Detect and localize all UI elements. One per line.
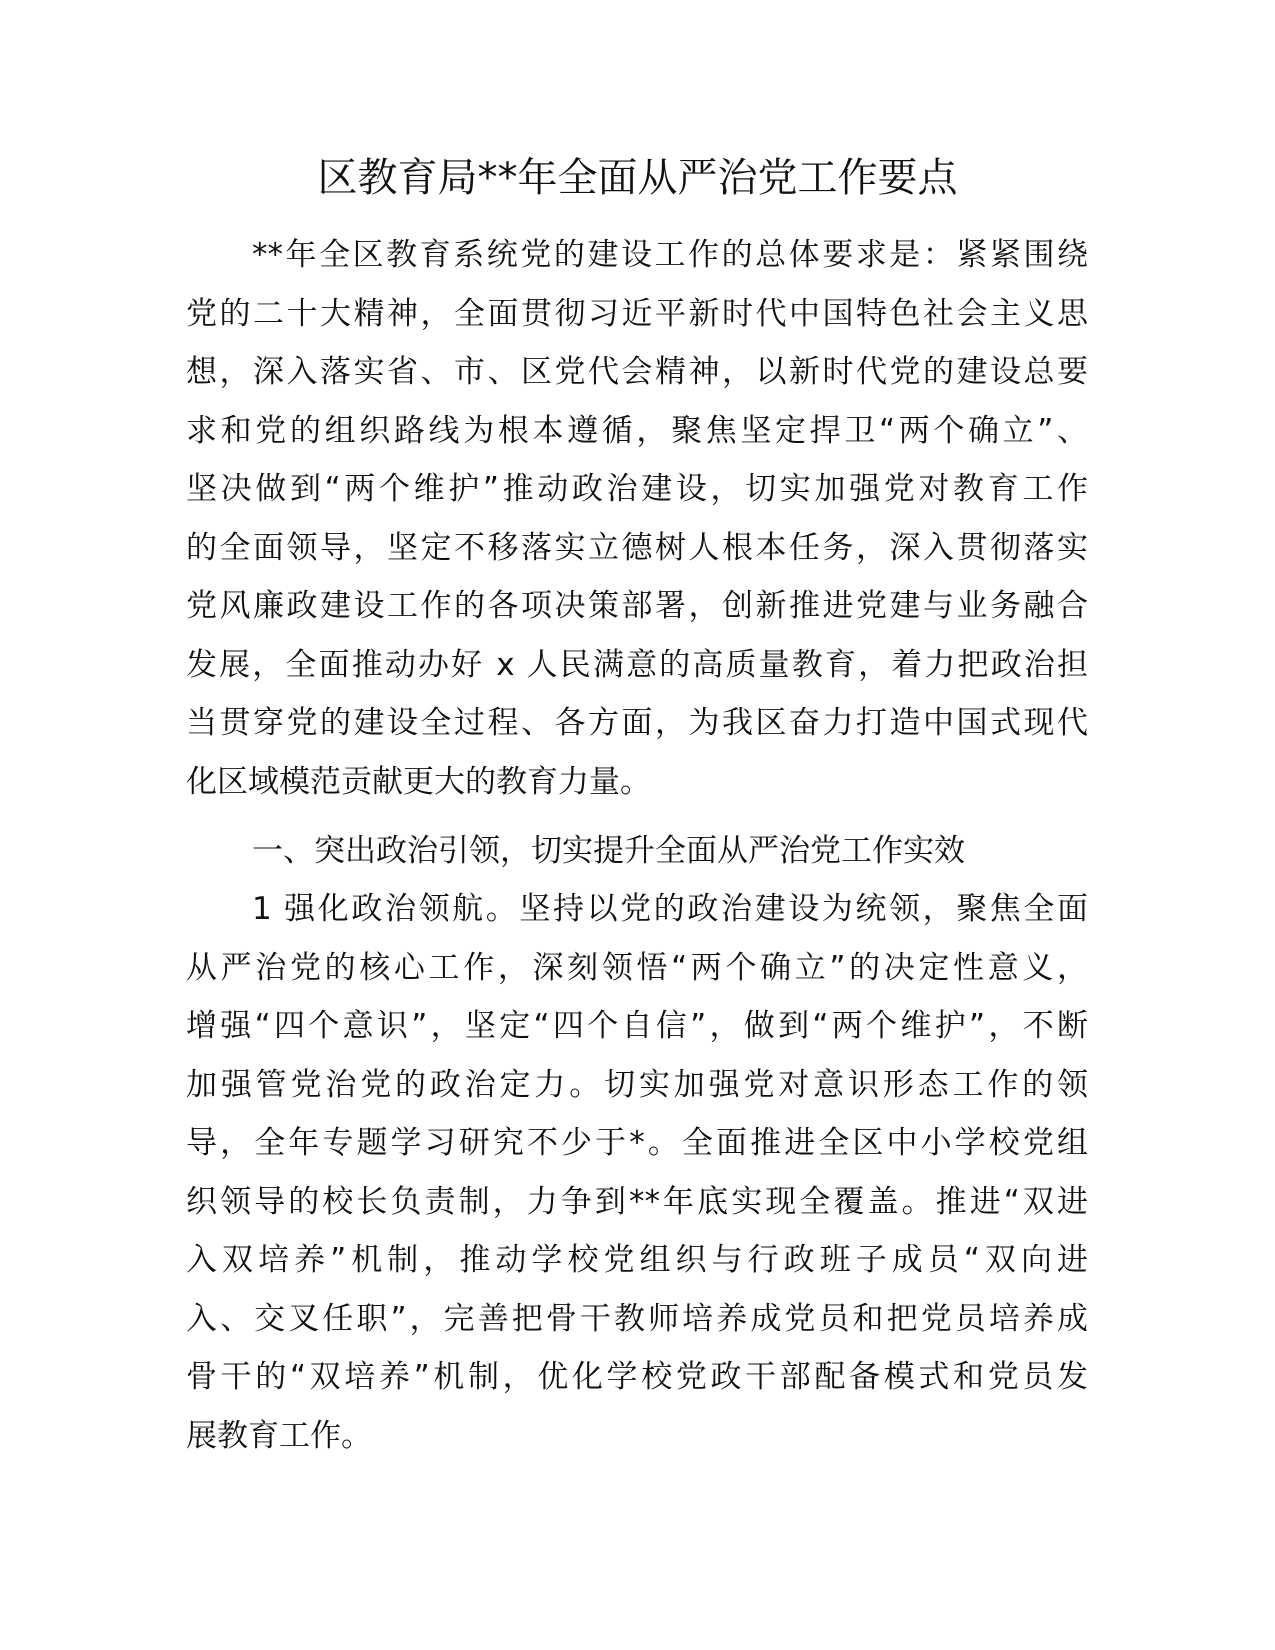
paragraph-line: 入双培养”机制，推动学校党组织与行政班子成员“双向进 <box>186 1242 1088 1278</box>
paragraph-line: 导，全年专题学习研究不少于*。全面推进全区中小学校党组 <box>186 1125 1088 1161</box>
paragraph-line: 加强管党治党的政治定力。切实加强党对意识形态工作的领 <box>186 1066 1088 1103</box>
paragraph-line: 的全面领导，坚定不移落实立德树人根本任务，深入贯彻落实 <box>186 529 1088 566</box>
section-heading-1 <box>186 822 1088 881</box>
paragraph-line: 增强“四个意识”，坚定“四个自信”，做到“两个维护”，不断 <box>186 1008 1088 1044</box>
paragraph-line: 化区域模范贡献更大的教育力量。 <box>186 763 651 800</box>
paragraph-line: 织领导的校长负责制，力争到**年底实现全覆盖。推进“双进 <box>186 1183 1088 1220</box>
paragraph-line: 求和党的组织路线为根本遵循，聚焦坚定捍卫“两个确立”、 <box>186 412 1088 449</box>
paragraph-line: 入、交叉任职”，完善把骨干教师培养成党员和把党员培养成 <box>186 1300 1088 1337</box>
section-heading-line: 一、突出政治引领，切实提升全面从严治党工作实效 <box>252 833 965 869</box>
paragraph-line: 发展，全面推动办好 x 人民满意的高质量教育，着力把政治担 <box>186 646 1088 683</box>
paragraph-political-leadership <box>186 880 1088 1465</box>
paragraph-line: 1 强化政治领航。坚持以党的政治建设为统领，聚焦全面 <box>252 891 1088 927</box>
paragraph-line: 党风廉政建设工作的各项决策部署，创新推进党建与业务融合 <box>186 588 1088 624</box>
paragraph-line: 当贯穿党的建设全过程、各方面，为我区奋力打造中国式现代 <box>186 705 1088 741</box>
paragraph-line: 从严治党的核心工作，深刻领悟“两个确立”的决定性意义， <box>186 949 1088 986</box>
paragraph-line: 骨干的“双培养”机制，优化学校党政干部配备模式和党员发 <box>186 1359 1088 1395</box>
paragraph-line: 想，深入落实省、市、区党代会精神，以新时代党的建设总要 <box>186 354 1088 390</box>
paragraph-line: 坚决做到“两个维护”推动政治建设，切实加强党对教育工作 <box>186 471 1088 507</box>
paragraph-line: **年全区教育系统党的建设工作的总体要求是：紧紧围绕 <box>252 237 1088 273</box>
paragraph-line: 党的二十大精神，全面贯彻习近平新时代中国特色社会主义思 <box>186 295 1088 332</box>
document-title: 区教育局**年全面从严治党工作要点 <box>317 155 958 201</box>
paragraph-overall-requirements <box>186 226 1088 811</box>
paragraph-line: 展教育工作。 <box>186 1417 372 1454</box>
